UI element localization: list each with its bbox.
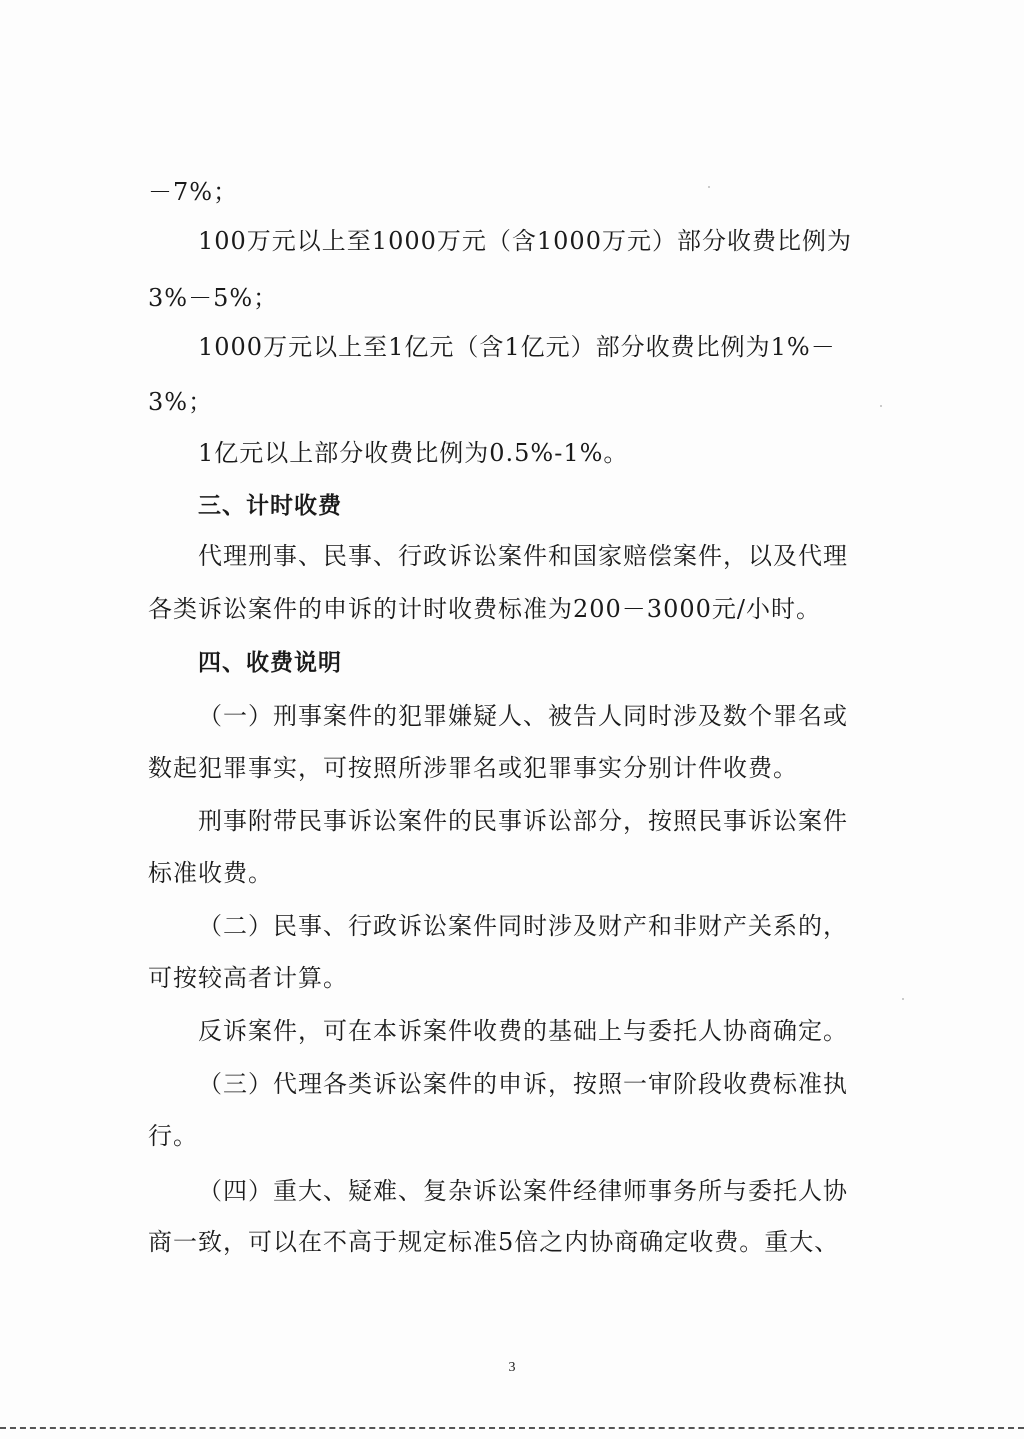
body-line-5: 3%；	[148, 388, 214, 416]
body-line-6: 1亿元以上部分收费比例为0.5%-1%。	[198, 439, 629, 467]
body-line-20: （四）重大、疑难、复杂诉讼案件经律师事务所与委托人协	[198, 1177, 848, 1205]
body-line-16: 可按较高者计算。	[148, 964, 348, 992]
scan-speck	[880, 405, 882, 407]
body-line-11: （一）刑事案件的犯罪嫌疑人、被告人同时涉及数个罪名或	[198, 702, 848, 730]
section-heading-fee-notes: 四、收费说明	[198, 650, 342, 676]
body-line-2: 100万元以上至1000万元（含1000万元）部分收费比例为	[198, 227, 852, 255]
body-line-8: 代理刑事、民事、行政诉讼案件和国家赔偿案件，以及代理	[198, 542, 848, 570]
body-line-14: 标准收费。	[148, 859, 273, 887]
page-number: 3	[508, 1360, 516, 1375]
body-line-13: 刑事附带民事诉讼案件的民事诉讼部分，按照民事诉讼案件	[198, 807, 848, 835]
scan-speck	[708, 186, 710, 188]
body-line-12: 数起犯罪事实，可按照所涉罪名或犯罪事实分别计件收费。	[148, 754, 798, 782]
body-line-9: 各类诉讼案件的申诉的计时收费标准为200－3000元/小时。	[148, 595, 821, 623]
body-line-18: （三）代理各类诉讼案件的申诉，按照一审阶段收费标准执	[198, 1070, 848, 1098]
scan-speck	[902, 998, 904, 1000]
body-line-15: （二）民事、行政诉讼案件同时涉及财产和非财产关系的，	[198, 912, 848, 940]
body-line-3: 3%－5%；	[148, 284, 279, 312]
body-line-1: －7%；	[148, 178, 239, 206]
body-line-19: 行。	[148, 1122, 198, 1150]
section-heading-timed-billing: 三、计时收费	[198, 493, 342, 519]
scan-bottom-edge	[0, 1427, 1024, 1429]
body-line-17: 反诉案件，可在本诉案件收费的基础上与委托人协商确定。	[198, 1017, 848, 1045]
body-line-21: 商一致，可以在不高于规定标准5倍之内协商确定收费。重大、	[148, 1228, 840, 1256]
body-line-4: 1000万元以上至1亿元（含1亿元）部分收费比例为1%－	[198, 333, 836, 361]
